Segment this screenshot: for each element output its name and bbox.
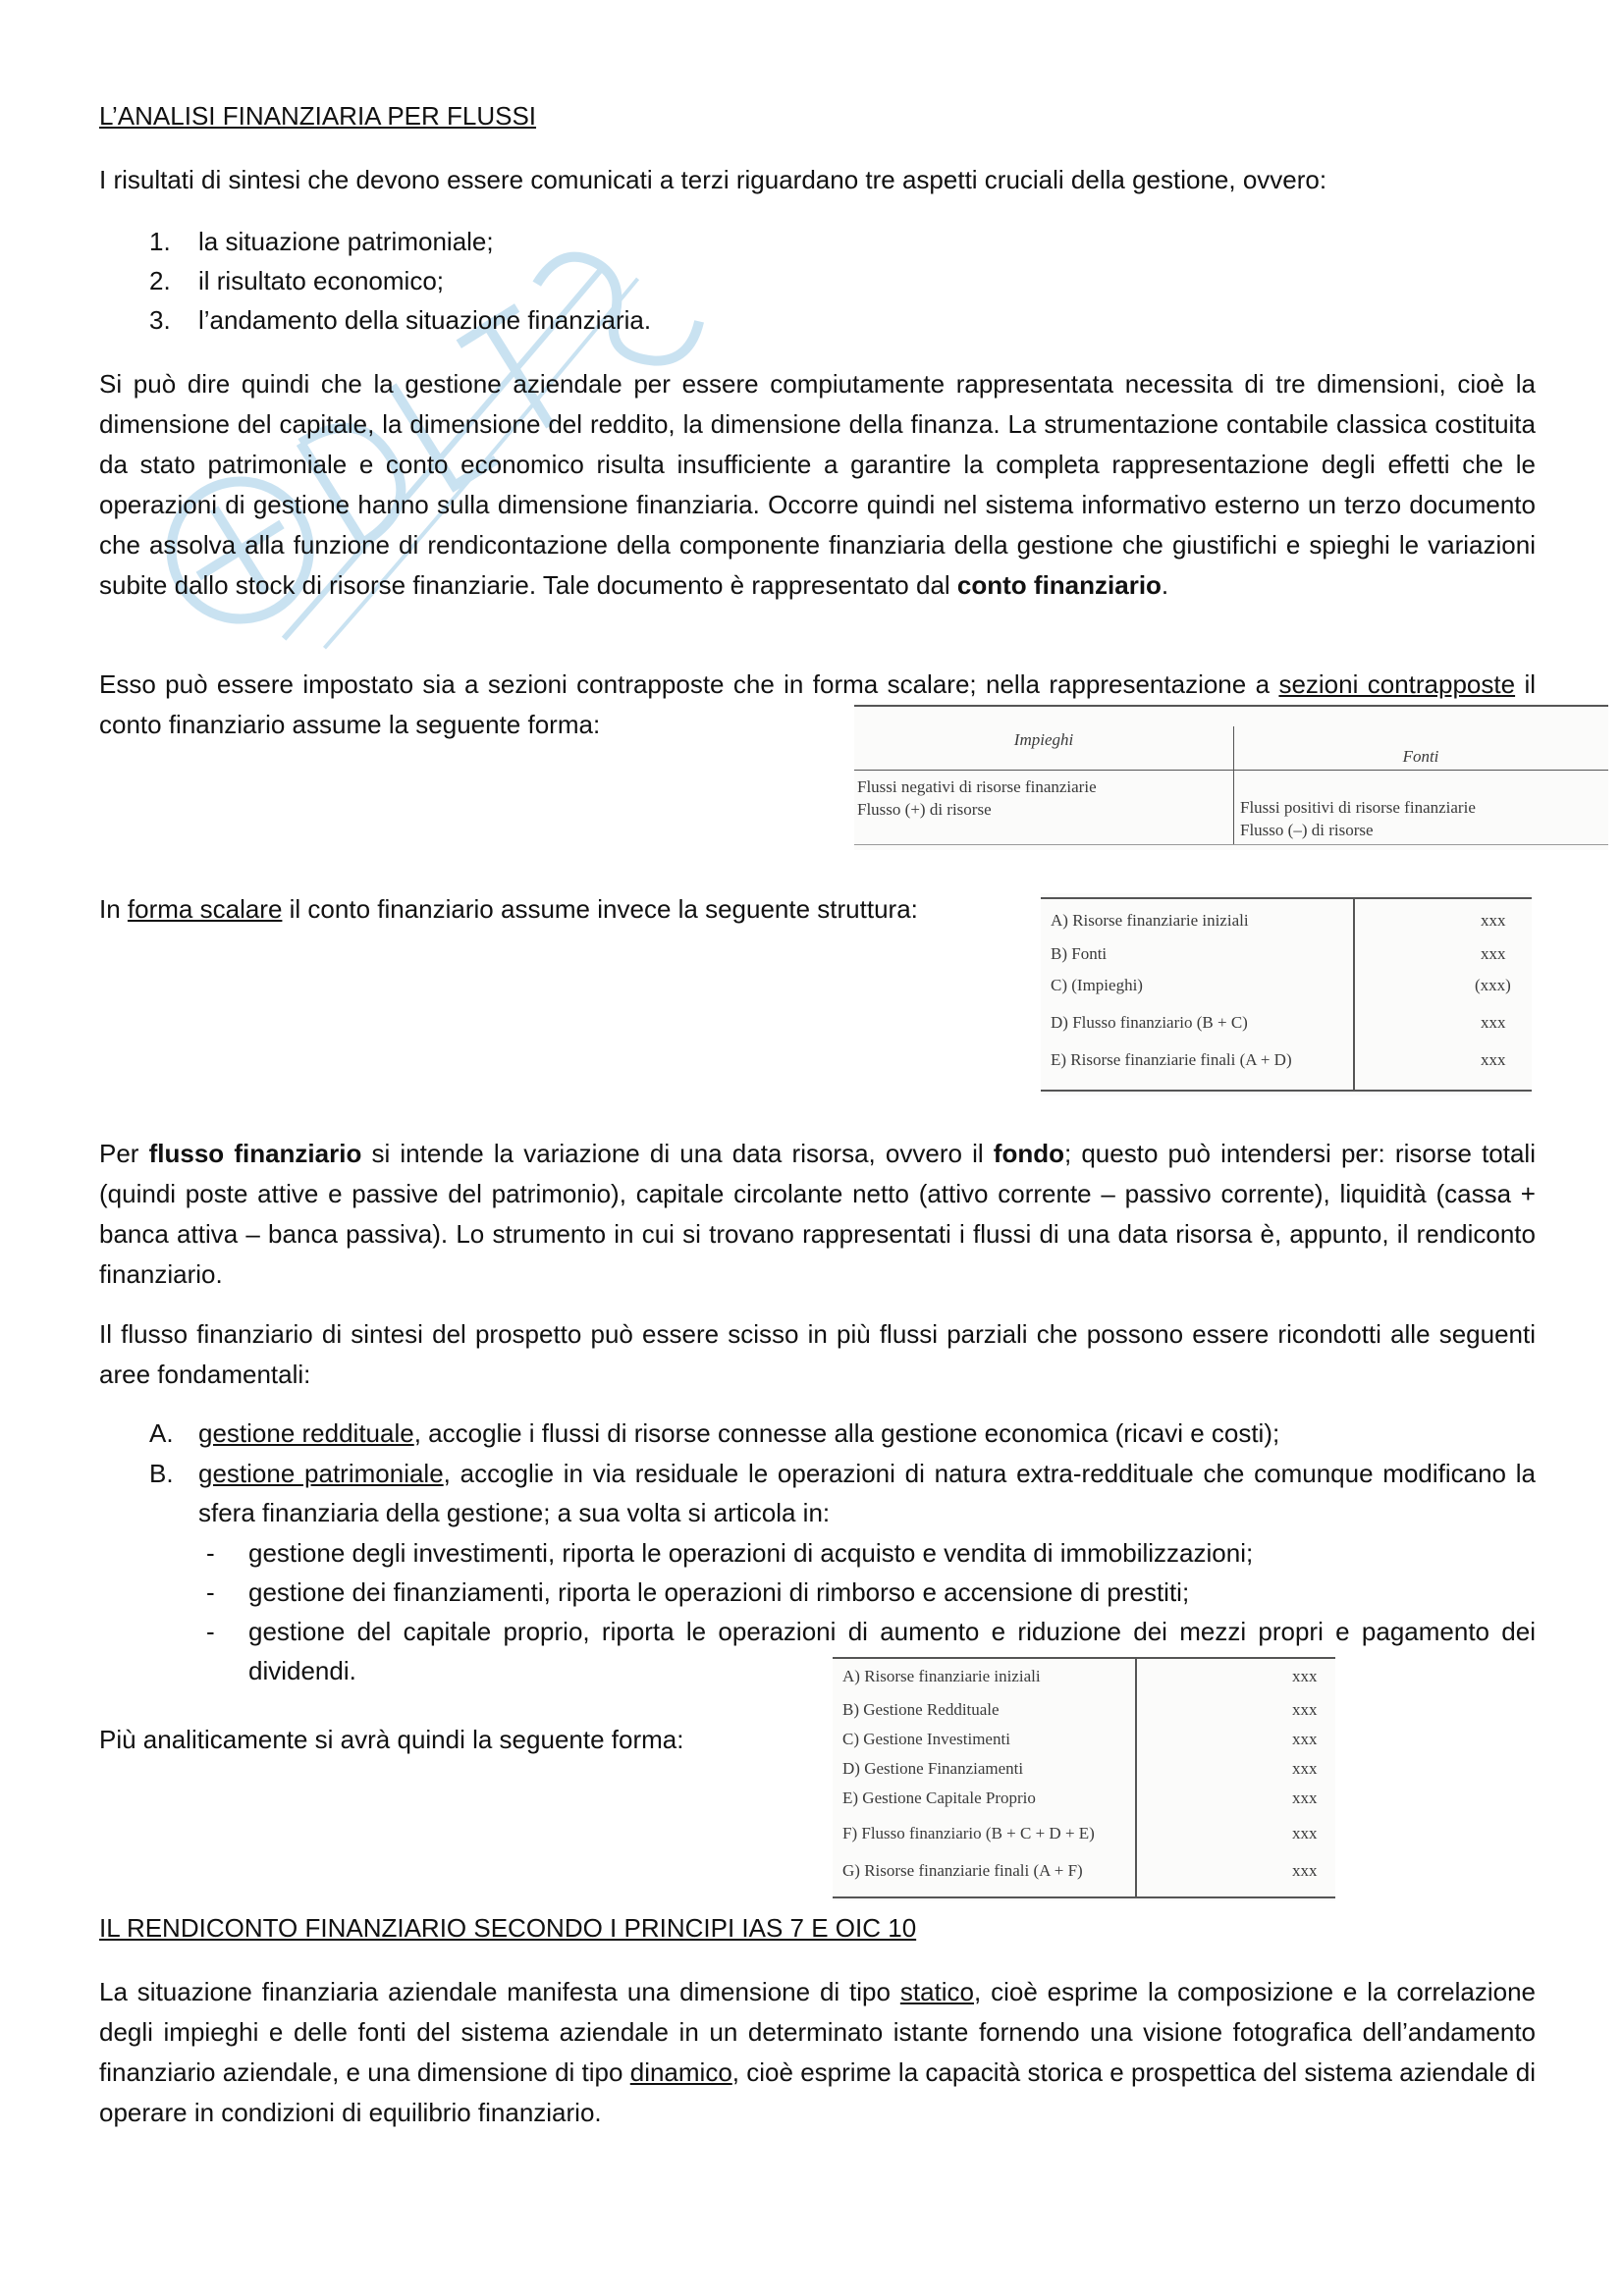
sub-item-investimenti: gestione degli investimenti, riporta le operazioni di acquisto e vendita di immobilizzazioni; [248,1538,1254,1568]
paragraph-sezioni: Esso può essere impostato sia a sezioni contrapposte che in forma scalare; nella rappresentazione a sezioni contrapposte il conto finanziario assume la seguente forma: [99,669,1537,739]
paragraph-situazione-finanziaria: La situazione finanziaria aziendale manifesta una dimensione di tipo statico, cioè esprime la composizione e la correlazione degli impieghi e delle fonti del sistema aziendale in un determinato istante fornendo una visione fotografica dell’andamento finanziario aziendale, e una dimensione di tipo dinamico, cioè esprime la capacità storica e prospettica del sistema aziendale di operare in condizioni di equilibrio finanziario. [99,1977,1536,2127]
table-forma-scalare: A) Risorse finanziarie iniziali xxx B) Fonti xxx C) (Impieghi) (xxx) D) Flusso finanziario (B + C) xxx E) Risorse finanziarie finali (A + D) xxx [1041,893,1532,1095]
list-marker-a: A. [149,1418,174,1448]
table-sezioni-contrapposte: Impieghi Fonti Flussi negativi di risorse finanziarie Flusso (+) di risorse Flussi positivi di risorse finanziarie Flusso (–) di risorse [854,703,1608,850]
paragraph-dimensioni: Si può dire quindi che la gestione aziendale per essere compiutamente rappresentata necessita di tre dimensioni, cioè la dimensione del capitale, la dimensione del reddito, la dimensione della finanza. La strumentazione contabile classica costituita da stato patrimoniale e conto economico risulta insufficiente a garantire la completa rappresentazione degli effetti che le operazioni di gestione hanno sulla dimensione finanziaria. Occorre quindi nel sistema informativo esterno un terzo documento che assolva alla funzione di rendicontazione della componente finanziaria della gestione che giustifichi e spieghi le variazioni subite dallo stock di risorse finanziarie. Tale documento è rappresentato dal conto finanziario. [99,369,1536,600]
list-item-gestione-reddituale: gestione reddituale, accoglie i flussi di risorse connesse alla gestione economica (ricavi e costi); [198,1418,1280,1448]
dash-marker: - [206,1617,215,1646]
table-header-fonti: Fonti [1402,747,1439,766]
section-title-analisi: L’ANALISI FINANZIARIA PER FLUSSI [99,101,537,131]
list-item-gestione-patrimoniale: gestione patrimoniale, accoglie in via residuale le operazioni di natura extra-reddituale che comunque modificano la sfera finanziaria della gestione; a sua volta si articola in: [198,1459,1536,1527]
paragraph-forma-scalare: In forma scalare il conto finanziario assume invece la seguente struttura: [99,894,918,924]
paragraph-flusso-finanziario: Per flusso finanziario si intende la variazione di una data risorsa, ovvero il fondo; questo può intendersi per: risorse totali (quindi poste attive e passive del patrimonio), capitale circolante netto (attivo corrente – passivo corrente), liquidità (cassa + banca attiva – banca passiva). Lo strumento in cui si trovano rappresentati i flussi di una data risorsa è, appunto, il rendiconto finanziario. [99,1139,1536,1289]
intro-paragraph: I risultati di sintesi che devono essere comunicati a terzi riguardano tre aspetti cruciali della gestione, ovvero: [99,165,1327,194]
dash-marker: - [206,1538,215,1568]
paragraph-forma-analitica: Più analiticamente si avrà quindi la seguente forma: [99,1725,684,1754]
table-forma-analitica: A) Risorse finanziarie iniziali xxx B) Gestione Reddituale xxx C) Gestione Investimenti xxx D) Gestione Finanziamenti xxx E) Gestione Capitale Proprio xxx F) Flusso finanziario (B + C + D + E) xxx G) Risorse finanziarie finali (A + F) xxx [833,1657,1335,1900]
table-header-impieghi: Impieghi [1013,730,1074,749]
list-marker-b: B. [149,1459,174,1488]
paragraph-aree: Il flusso finanziario di sintesi del prospetto può essere scisso in più flussi parziali che possono essere ricondotti alle seguenti aree fondamentali: [99,1319,1536,1389]
dash-marker: - [206,1577,215,1607]
sub-item-capitale-proprio: gestione del capitale proprio, riporta le operazioni di aumento e riduzione dei mezzi propri e pagamento dei dividendi. [248,1617,1536,1685]
document-page: L’ANALISI FINANZIARIA PER FLUSSI I risultati di sintesi che devono essere comunicati a terzi riguardano tre aspetti cruciali della gestione, ovvero: 1. la situazione patrimoniale; 2. il risultato economico; 3. l’andamento della situazione finanziaria. Si può dire quindi che la gestione aziendale per essere compiutamente rappresentata necessita di tre dimensioni, cioè la dimensione del capitale, la dimensione del reddito, la dimensione della finanza. La strumentazione contabile classica costituita da stato patrimoniale e conto economico risulta insufficiente a garantire la completa rappresentazione degli effetti che le operazioni di gestione hanno sulla dimensione finanziaria. Occorre quindi nel sistema informativo esterno un terzo documento che assolva alla funzione di rendicontazione della componente finanziaria della gestione che giustifichi e spieghi le variazioni subite dallo stock di risorse finanziarie. Tale documento è rappresentato dal conto finanziario. Esso può essere impostato sia a sezioni contrapposte che in forma scalare; nella rappresentazione a sezioni contrapposte il conto finanziario assume la seguente forma: Impieghi Fonti Flussi negativi di risorse finanziarie Flusso (+) di risorse Flussi positivi di risorse finanziarie Flusso (–) di risorse In forma scalare il conto finanziario assume invece la seguente struttura: A) Risorse finanziarie iniziali xxx B) Fonti xxx C) (Impieghi) (xxx) D) Flusso finanziario (B + C) xxx E) Risorse finanziarie finali (A + D) xxx Per flusso finanziario si intende la variazione di una data risorsa, ovvero il fondo; questo può intendersi per: risorse totali (quindi poste attive e passive del patrimonio), capitale circolante netto (attivo corrente – passivo corrente), liquidità (cassa + banca attiva – banca passiva). Lo strumento in cui si trovano rappresentati i flussi di una data risorsa è, appunto, il rendiconto finanziario. Il flusso finanziario di sintesi del prospetto può essere scisso in più flussi parziali che possono essere ricondotti alle seguenti aree fondamentali: A. gestione reddituale, accoglie i flussi di risorse connesse alla gestione economica (ricavi e costi); B. gestione patrimoniale, accoglie in via residuale le operazioni di natura extra-reddituale che comunque modificano la sfera finanziaria della gestione; a sua volta si articola in: - gestione degli investimenti, riporta le operazioni di acquisto e vendita di immobilizzazioni; - gestione dei finanziamenti, riporta le operazioni di rimborso e accensione di prestiti; - gestione del capitale proprio, riporta le operazioni di aumento e riduzione dei mezzi propri e pagamento dei dividendi. Più analiticamente si avrà quindi la seguente forma: A) Risorse finanziarie iniziali xxx B) Gestione Reddituale xxx C) Gestione Investimenti xxx D) Gestione Finanziamenti xxx E) Gestione Capitale Proprio xxx F) Flusso finanziario (B + C + D + E) xxx G) Risorse finanziarie finali (A + F) xxx IL RENDICONTO FINANZIARIO SECONDO I PRINCIPI IAS 7 E OIC 10 La situazione finanziaria aziendale manifesta una dimensione di tipo statico, cioè esprime la composizione e la correlazione degli impieghi e delle fonti del sistema aziendale in un determinato istante fornendo una visione fotografica dell’andamento finanziario aziendale, e una dimensione di tipo dinamico, cioè esprime la capacità storica e prospettica del sistema aziendale di operare in condizioni di equilibrio finanziario. [0,0,1623,2296]
section-title-rendiconto: IL RENDICONTO FINANZIARIO SECONDO I PRINCIPI IAS 7 E OIC 10 [99,1913,917,1943]
sub-item-finanziamenti: gestione dei finanziamenti, riporta le operazioni di rimborso e accensione di prestiti; [248,1577,1190,1607]
